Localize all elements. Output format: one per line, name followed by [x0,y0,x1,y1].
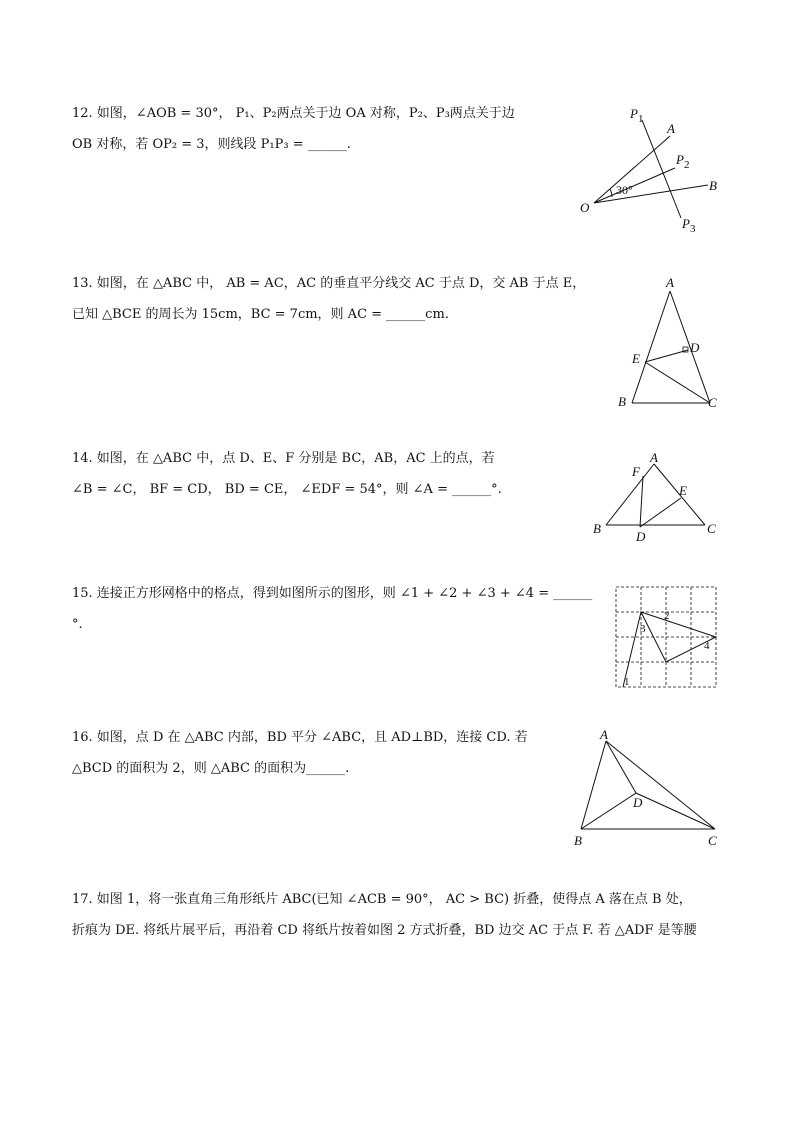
question-12 [72,98,552,160]
question-14-line-1: 14. 如图，在 △ABC 中，点 D、E、F 分别是 BC，AB，AC 上的点，若 [72,451,495,466]
question-16-line-1: 16. 如图，点 D 在 △ABC 内部，BD 平分 ∠ABC，且 AD⊥BD，连接 CD. 若 [72,730,528,745]
label-e: E [679,483,687,498]
label-p3: $P_3$ [682,216,696,235]
side-ac [606,741,715,829]
question-13 [72,268,586,330]
label-c: C [708,395,717,410]
label-f: F [632,464,640,479]
label-c: C [708,833,717,848]
label-b: B [709,178,717,193]
label-c: C [707,521,716,536]
label-3: 3 [640,623,646,635]
label-b: B [574,833,582,848]
question-15-line-1: 15. 连接正方形网格中的格点，得到如图所示的图形，则 ∠1 + ∠2 + ∠3 + ∠4 = ______ [72,586,593,601]
segment-ec [645,362,710,403]
label-e: E [632,351,640,366]
figure-15 [614,585,718,689]
question-17-line-1: 17. 如图 1，将一张直角三角形纸片 ABC(已知 ∠ACB = 90°， AC > BC) 折叠，使得点 A 落在点 B 处， [72,892,692,907]
figure-16 [568,725,728,855]
question-12-line-1: 12. 如图，∠AOB = 30°， P₁、P₂两点关于边 OA 对称，P₂、P₃两点关于边 [72,106,515,121]
label-1: 1 [624,676,630,688]
figure-14 [588,448,728,548]
label-d: D [690,340,700,355]
side-ab [606,464,654,525]
label-p1: $P_1$ [630,106,644,125]
question-17 [72,884,732,946]
question-14-line-2: ∠B = ∠C， BF = CD， BD = CE， ∠EDF = 54°，则 ∠A = ______°. [72,482,502,497]
question-16 [72,722,552,784]
figure-13 [610,275,730,420]
label-4: 4 [704,640,710,652]
side-ab [581,741,606,829]
label-b: B [593,521,601,536]
label-o: O [580,200,590,215]
grid [616,587,716,687]
label-b: B [618,394,626,409]
label-a: A [600,727,608,742]
segment-ed [645,350,688,362]
question-16-line-2: △BCD 的面积为 2，则 △ABC 的面积为______. [72,761,350,776]
segment-p1p3 [642,120,681,218]
segment-ad [606,741,636,793]
segment-de [640,498,681,527]
label-p2: $P_2$ [676,152,690,171]
figure-12 [570,100,730,240]
shape-lines [623,612,716,687]
question-12-line-2: OB 对称，若 OP₂ = 3，则线段 P₁P₃ = ______. [72,137,351,152]
label-angle: 30° [616,183,633,197]
segment-cd [636,793,715,829]
question-14 [72,443,552,505]
label-a: A [667,121,675,136]
label-a: A [666,275,674,290]
segment-df [640,476,643,527]
label-2: 2 [664,610,670,622]
question-15-line-2: °. [72,617,83,632]
question-13-line-2: 已知 △BCE 的周长为 15cm，BC = 7cm，则 AC = ______cm. [72,307,449,322]
label-d: D [636,529,646,544]
question-17-line-2: 折痕为 DE. 将纸片展平后，再沿着 CD 将纸片按着如图 2 方式折叠，BD 边交 AC 于点 F. 若 △ADF 是等腰 [72,923,697,938]
label-d: D [633,795,643,810]
side-ab [632,291,670,403]
question-15 [72,578,593,640]
label-a: A [650,450,658,465]
question-13-line-1: 13. 如图，在 △ABC 中， AB = AC，AC 的垂直平分线交 AC 于点 D，交 AB 于点 E， [72,276,586,291]
